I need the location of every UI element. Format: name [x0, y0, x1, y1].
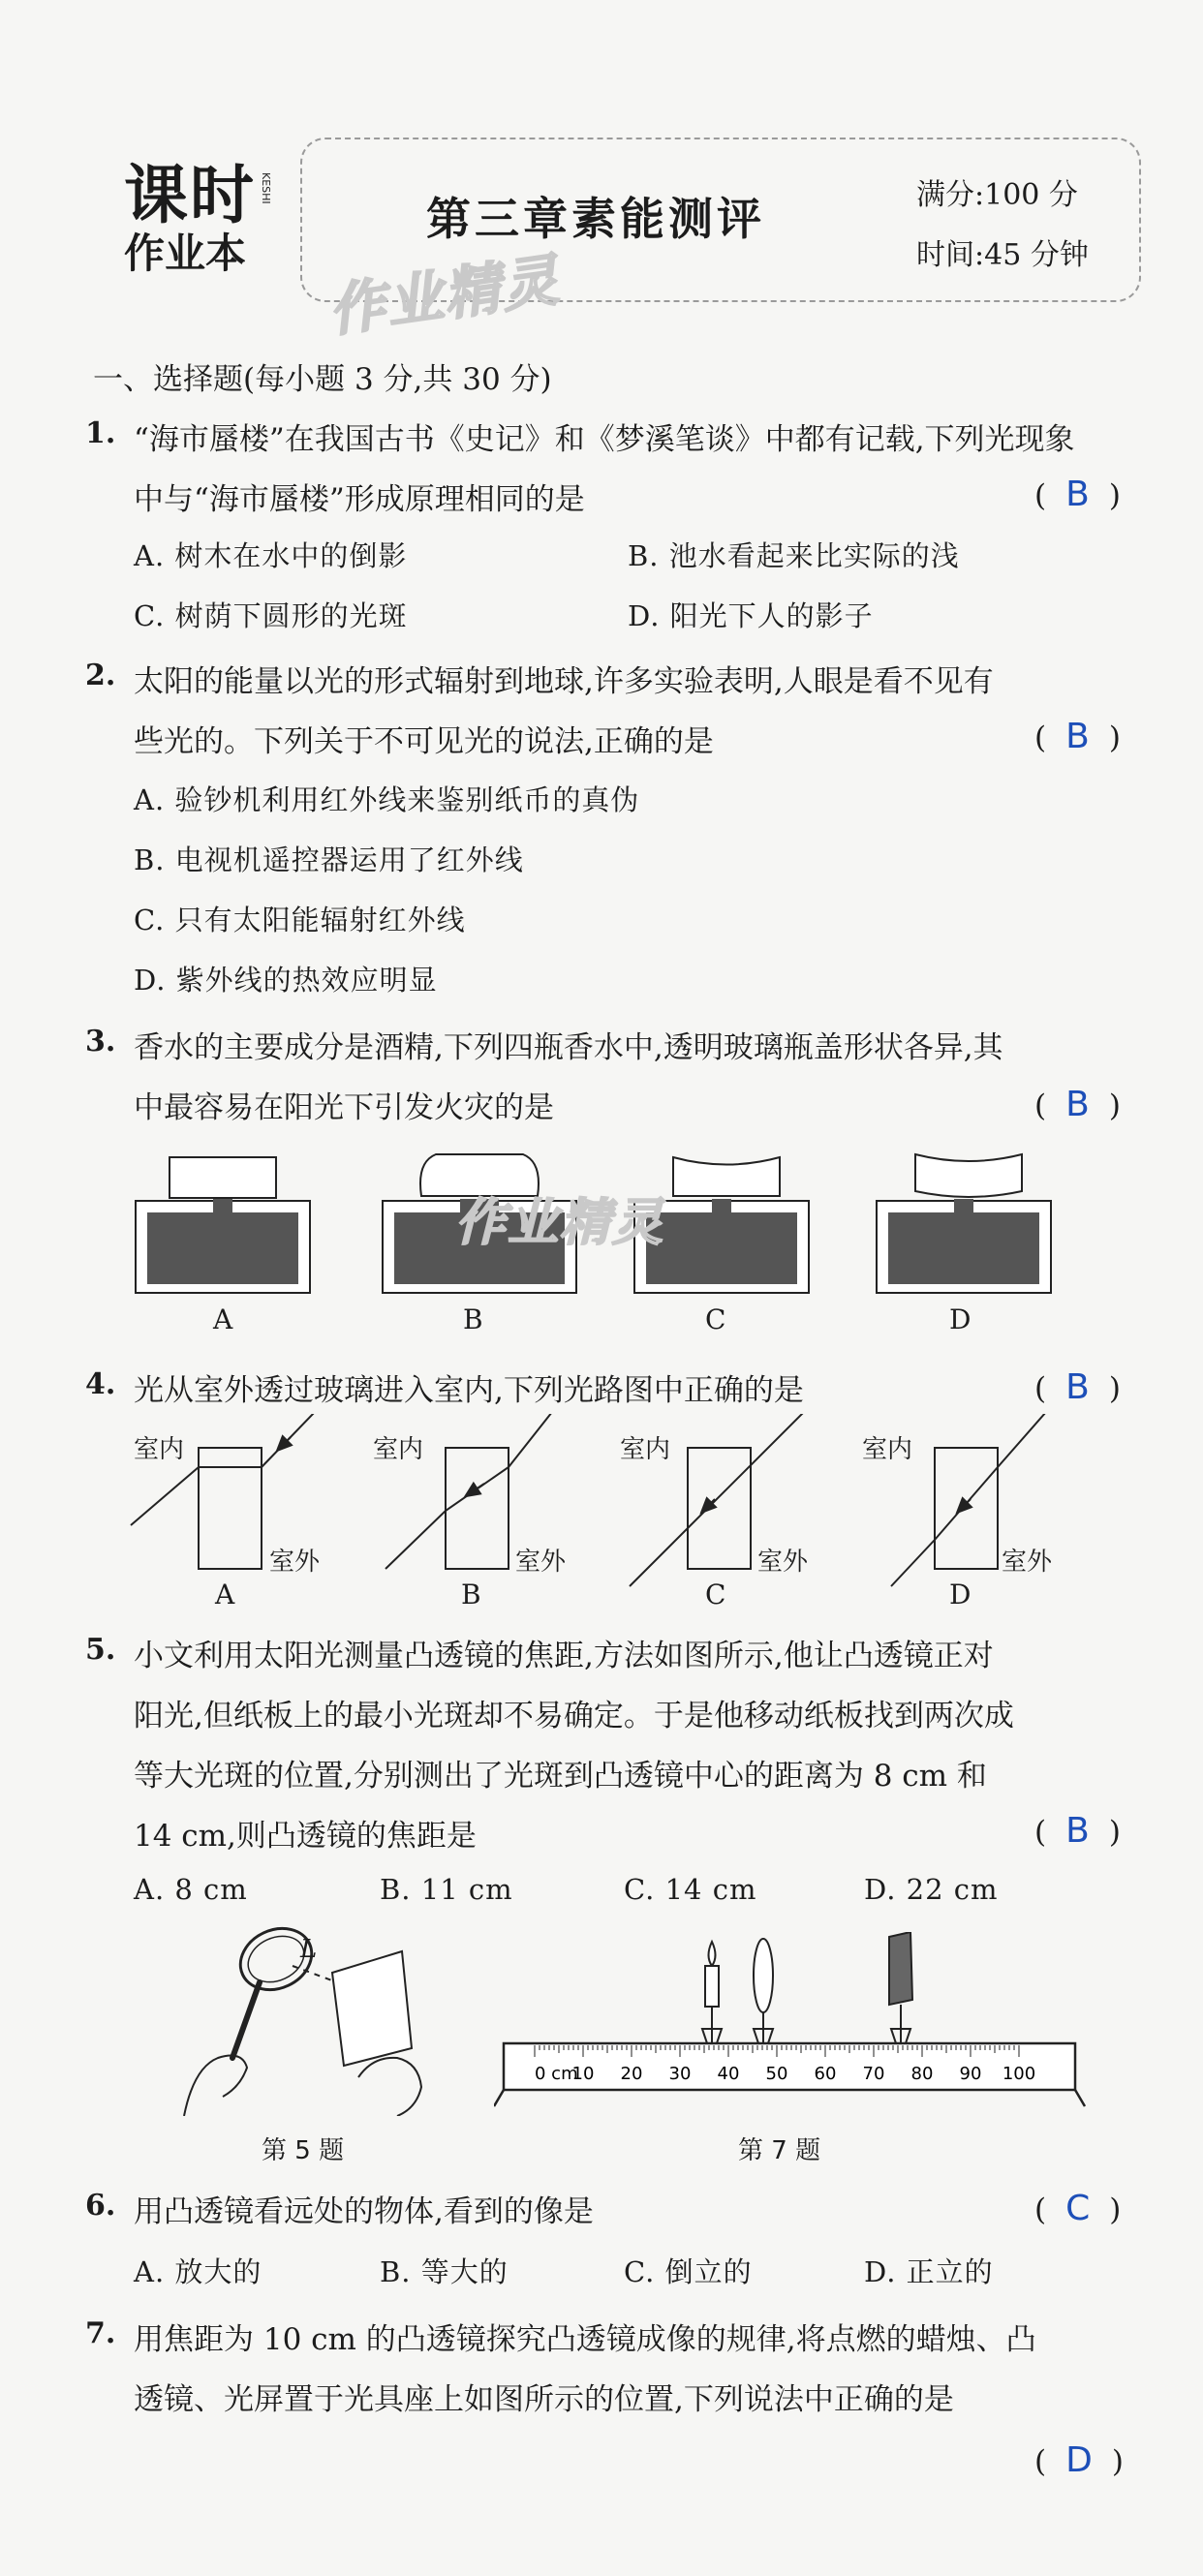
- figure-label: B: [461, 1579, 481, 1610]
- page-title: 第三章素能测评: [426, 193, 765, 245]
- answer-value: B: [1065, 475, 1090, 514]
- ruler-label: 20: [620, 2064, 643, 2084]
- brand-line1: 课时: [124, 158, 256, 232]
- full-score: 满分:100 分: [916, 178, 1078, 212]
- option: C. 14 cm: [624, 1873, 757, 1906]
- option: B. 电视机遥控器运用了红外线: [134, 843, 524, 876]
- option: D. 阳光下人的影子: [628, 599, 874, 632]
- outdoor-label: 室外: [269, 1548, 321, 1577]
- watermark: 作业精灵: [455, 1194, 665, 1252]
- answer-value: B: [1065, 1085, 1090, 1124]
- question-text: 中最容易在阳光下引发火灾的是: [134, 1090, 554, 1125]
- option: A. 8 cm: [134, 1873, 248, 1906]
- answer-bracket: ( D ): [1034, 2440, 1124, 2480]
- ruler-label: 100: [1002, 2064, 1036, 2084]
- ruler-label: 30: [668, 2064, 692, 2084]
- question-text: 等大光斑的位置,分别测出了光斑到凸透镜中心的距离为 8 cm 和: [134, 1759, 987, 1794]
- question-text: 阳光,但纸板上的最小光斑却不易确定。于是他移动纸板找到两次成: [134, 1699, 1014, 1733]
- fig5-label-l: L: [300, 1935, 318, 1964]
- bottle-d: [877, 1154, 1051, 1293]
- question-text: 些光的。下列关于不可见光的说法,正确的是: [134, 724, 714, 759]
- question-number: 5.: [85, 1633, 116, 1667]
- answer-value: B: [1065, 1811, 1090, 1851]
- question-number: 1.: [85, 416, 116, 450]
- answer-bracket: ( B ): [1034, 1085, 1121, 1124]
- option: C. 树荫下圆形的光斑: [134, 599, 408, 632]
- answer-value: B: [1065, 717, 1090, 756]
- figure-label: D: [949, 1579, 972, 1610]
- option: D. 正立的: [864, 2255, 994, 2288]
- option: C. 倒立的: [624, 2255, 753, 2288]
- brand-pinyin: KESHI: [260, 172, 272, 204]
- figure-label: A: [215, 1579, 235, 1610]
- question-text: 14 cm,则凸透镜的焦距是: [134, 1819, 477, 1854]
- figure-label: A: [213, 1303, 233, 1335]
- outdoor-label: 室外: [757, 1548, 809, 1577]
- section-heading: 一、选择题(每小题 3 分,共 30 分): [93, 362, 552, 397]
- option: C. 只有太阳能辐射红外线: [134, 904, 466, 936]
- answer-bracket: ( B ): [1034, 1811, 1121, 1851]
- option: A. 验钞机利用红外线来鉴别纸币的真伪: [134, 783, 640, 816]
- ruler-label: 0 cm: [535, 2064, 578, 2084]
- figure-label: B: [463, 1303, 483, 1335]
- option: B. 等大的: [380, 2255, 509, 2288]
- option: A. 放大的: [134, 2255, 262, 2288]
- ruler-label: 80: [910, 2064, 934, 2084]
- figure-label: D: [949, 1303, 972, 1335]
- ruler-label: 90: [959, 2064, 982, 2084]
- question-text: 太阳的能量以光的形式辐射到地球,许多实验表明,人眼是看不见有: [134, 664, 994, 699]
- answer-value: D: [1065, 2440, 1093, 2480]
- light-path-figure: [126, 1414, 1075, 1588]
- answer-value: B: [1065, 1367, 1090, 1407]
- ruler-label: 10: [571, 2064, 595, 2084]
- time-limit: 时间:45 分钟: [916, 238, 1089, 272]
- question-number: 2.: [85, 659, 116, 692]
- indoor-label: 室内: [862, 1435, 913, 1464]
- option: B. 池水看起来比实际的浅: [628, 539, 960, 572]
- question-number: 6.: [85, 2189, 116, 2223]
- ruler-label: 50: [765, 2064, 788, 2084]
- outdoor-label: 室外: [1002, 1548, 1053, 1577]
- question-number: 4.: [85, 1367, 116, 1401]
- fig7-caption: 第 7 题: [738, 2136, 821, 2165]
- figure-label: C: [705, 1579, 726, 1610]
- fig7-optical-bench: [494, 1932, 1095, 2126]
- answer-value: C: [1065, 2189, 1091, 2228]
- question-number: 3.: [85, 1025, 116, 1058]
- indoor-label: 室内: [620, 1435, 671, 1464]
- question-number: 7.: [85, 2316, 116, 2350]
- ruler-label: 40: [717, 2064, 740, 2084]
- bottle-a: [136, 1157, 310, 1293]
- indoor-label: 室内: [373, 1435, 424, 1464]
- figure-label: C: [705, 1303, 726, 1335]
- watermark: 作业精灵: [324, 246, 565, 345]
- option: A. 树木在水中的倒影: [134, 539, 408, 572]
- question-text: 用凸透镜看远处的物体,看到的像是: [134, 2194, 594, 2229]
- outdoor-label: 室外: [515, 1548, 567, 1577]
- question-text: 香水的主要成分是酒精,下列四瓶香水中,透明玻璃瓶盖形状各异,其: [134, 1030, 1003, 1065]
- ruler-label: 60: [814, 2064, 837, 2084]
- option: D. 22 cm: [864, 1873, 999, 1906]
- indoor-label: 室内: [134, 1435, 185, 1464]
- ruler-label: 70: [862, 2064, 885, 2084]
- question-text: “海市蜃楼”在我国古书《史记》和《梦溪笔谈》中都有记载,下列光现象: [134, 422, 1075, 457]
- answer-bracket: ( C ): [1034, 2189, 1122, 2228]
- question-text: 光从室外透过玻璃进入室内,下列光路图中正确的是: [134, 1373, 804, 1408]
- question-text: 用焦距为 10 cm 的凸透镜探究凸透镜成像的规律,将点燃的蜡烛、凸: [134, 2322, 1036, 2357]
- brand-line2: 作业本: [124, 230, 247, 277]
- option: B. 11 cm: [380, 1873, 513, 1906]
- question-text: 透镜、光屏置于光具座上如图所示的位置,下列说法中正确的是: [134, 2382, 954, 2417]
- answer-bracket: ( B ): [1034, 1367, 1121, 1407]
- question-text: 中与“海市蜃楼”形成原理相同的是: [134, 482, 585, 517]
- brand-logo: [124, 158, 269, 279]
- question-text: 小文利用太阳光测量凸透镜的焦距,方法如图所示,他让凸透镜正对: [134, 1639, 994, 1673]
- answer-bracket: ( B ): [1034, 475, 1121, 514]
- option: D. 紫外线的热效应明显: [134, 964, 438, 997]
- answer-bracket: ( B ): [1034, 717, 1121, 756]
- fig5-caption: 第 5 题: [262, 2136, 345, 2165]
